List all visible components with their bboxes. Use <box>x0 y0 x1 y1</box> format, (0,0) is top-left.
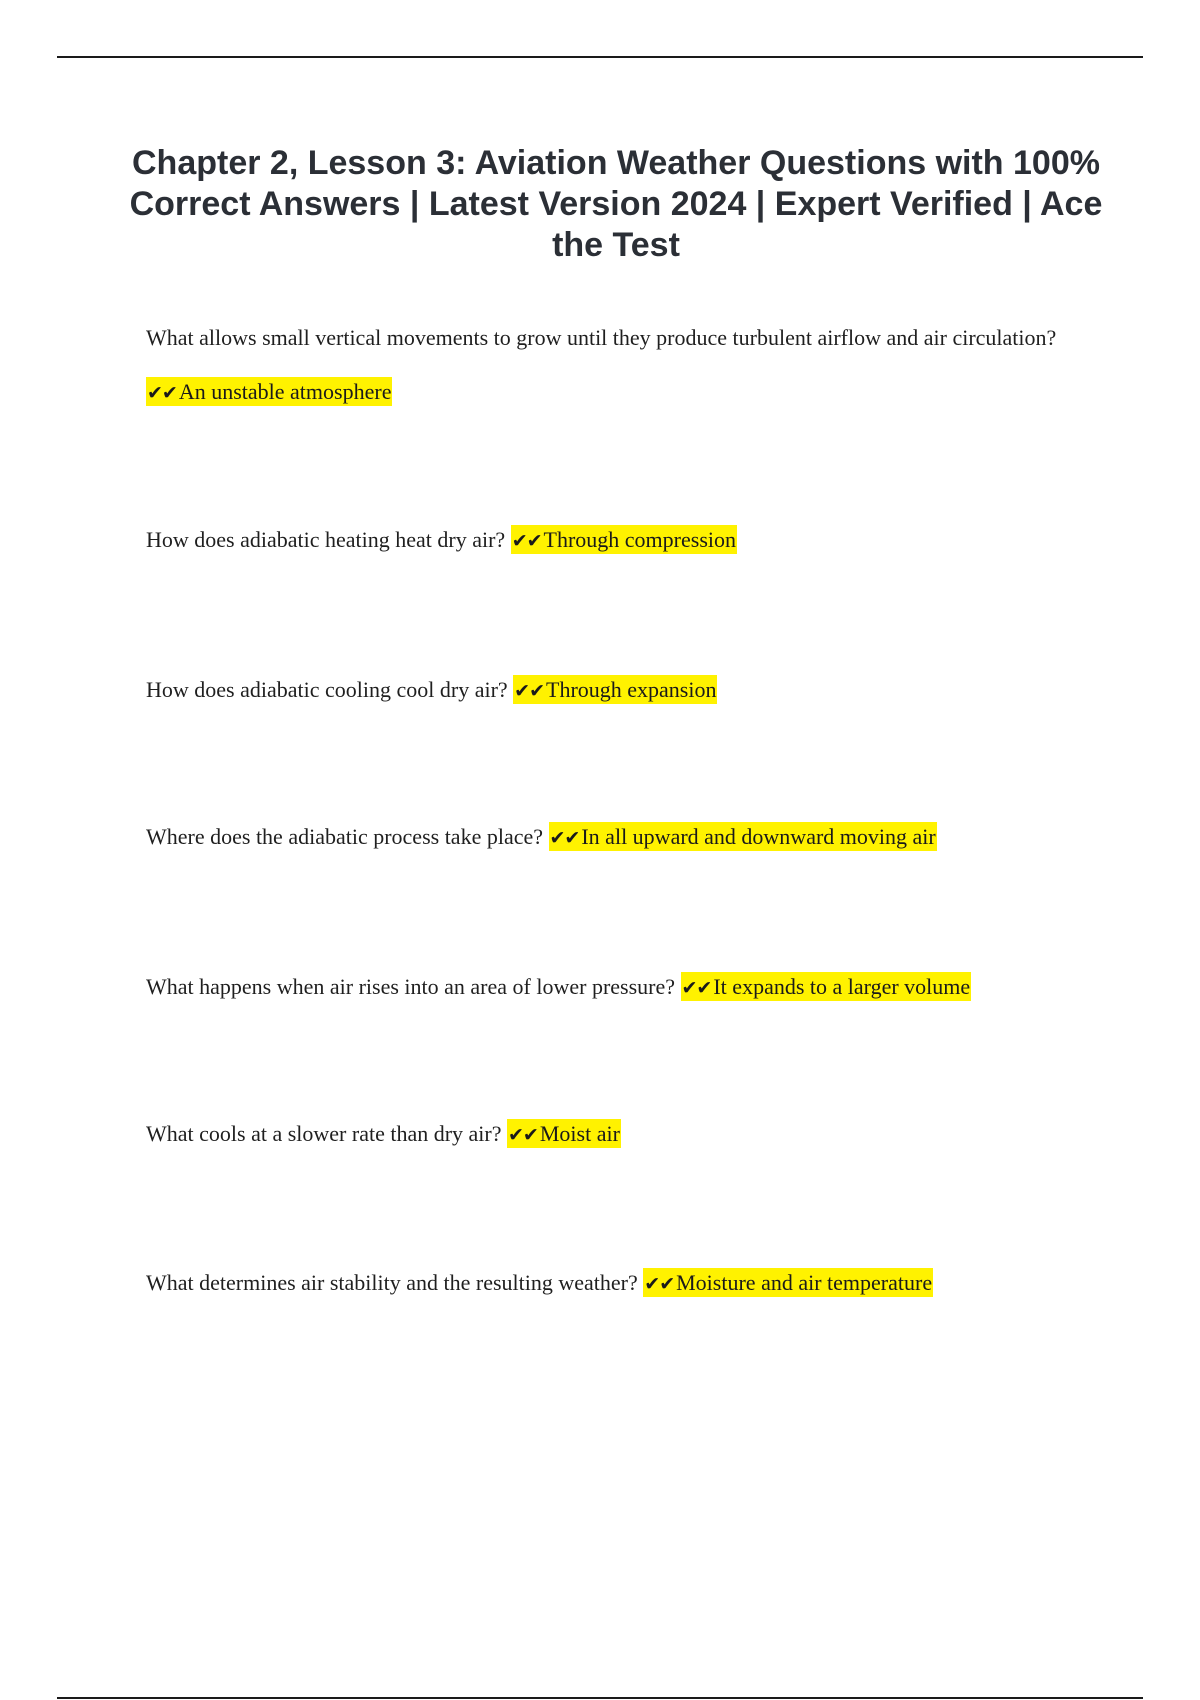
double-check-icon: ✔✔ <box>681 977 712 999</box>
qa-item-5 <box>146 960 1076 1015</box>
answer-highlight <box>146 377 392 406</box>
question-text: What determines air stability and the resulting weather? <box>146 1270 638 1295</box>
double-check-icon: ✔✔ <box>514 680 545 702</box>
qa-item-7 <box>146 1256 1076 1311</box>
answer-text: Moisture and air temperature <box>676 1270 933 1295</box>
question-text: What allows small vertical movements to grow until they produce turbulent airflow and air circulation? <box>146 325 1057 350</box>
answer-highlight <box>681 972 972 1001</box>
answer-highlight <box>511 525 737 554</box>
double-check-icon: ✔✔ <box>511 530 542 552</box>
answer-highlight <box>643 1268 933 1297</box>
answer-text: Moist air <box>539 1121 620 1146</box>
qa-item-6 <box>146 1107 1076 1162</box>
double-check-icon: ✔✔ <box>508 1124 538 1146</box>
answer-highlight <box>549 822 937 851</box>
double-check-icon: ✔✔ <box>549 827 580 849</box>
qa-item-1 <box>146 311 1076 420</box>
question-text: What cools at a slower rate than dry air? <box>146 1121 502 1146</box>
top-rule <box>57 56 1143 58</box>
qa-item-4 <box>146 810 1076 865</box>
answer-text: Through compression <box>543 527 736 552</box>
qa-item-2 <box>146 513 1076 568</box>
double-check-icon: ✔✔ <box>147 382 177 404</box>
question-text: How does adiabatic heating heat dry air? <box>146 527 506 552</box>
question-text: Where does the adiabatic process take place? <box>146 824 544 849</box>
answer-highlight <box>513 675 717 704</box>
document-title: Chapter 2, Lesson 3: Aviation Weather Questions with 100% Correct Answers | Latest Version 2024 | Expert Verified | Ace the Test <box>129 144 1103 264</box>
answer-text: It expands to a larger volume <box>713 974 971 999</box>
answer-text: In all upward and downward moving air <box>581 824 936 849</box>
double-check-icon: ✔✔ <box>644 1273 675 1295</box>
qa-item-3 <box>146 663 1076 718</box>
answer-text: An unstable atmosphere <box>178 379 392 404</box>
question-text: What happens when air rises into an area of lower pressure? <box>146 974 676 999</box>
question-text: How does adiabatic cooling cool dry air? <box>146 677 508 702</box>
bottom-rule <box>57 1697 1143 1699</box>
answer-highlight <box>507 1119 621 1148</box>
answer-text: Through expansion <box>546 677 717 702</box>
